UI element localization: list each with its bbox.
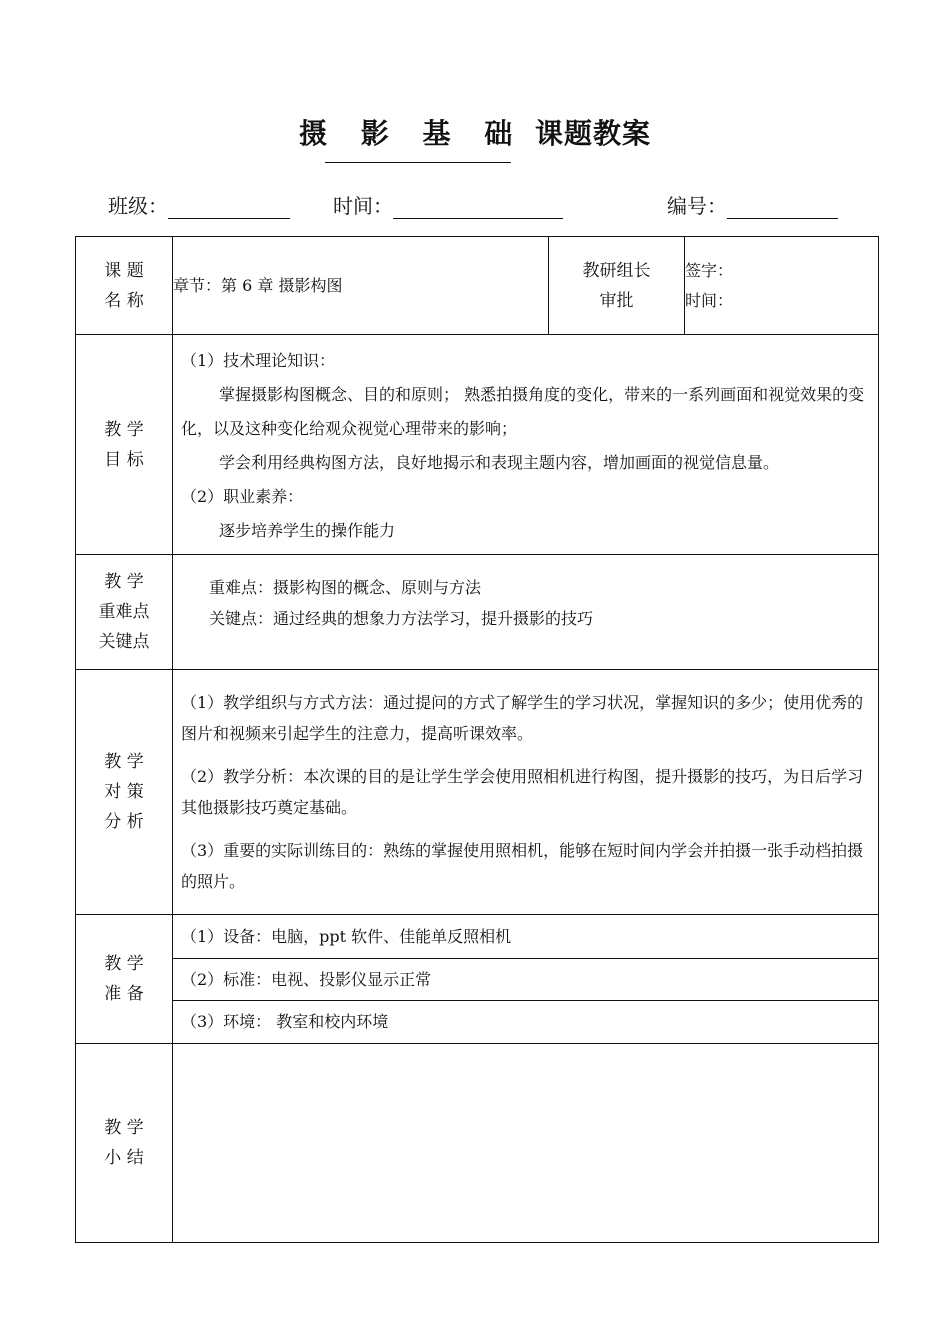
class-field[interactable] [108, 190, 290, 219]
preparation-environment [173, 1001, 879, 1044]
preparation-standard [173, 959, 879, 1001]
chapter-cell [173, 237, 549, 335]
topic-label [76, 237, 173, 335]
preparation-equipment-text: （1）设备：电脑，ppt 软件、佳能单反照相机 [181, 926, 512, 946]
summary-label-line2: 小 结 [104, 1148, 144, 1168]
summary-label [76, 1044, 173, 1243]
preparation-label-line2: 准 备 [104, 984, 144, 1004]
title-subject: 摄 影 基 础 [299, 117, 525, 150]
number-blank[interactable] [727, 194, 838, 219]
keypoints-row [76, 555, 879, 670]
lesson-plan-table [75, 236, 879, 1243]
strategy-paragraph1: （1）教学组织与方式方法：通过提问的方式了解学生的学习状况，掌握知识的多少；使用优秀的图片和视频来引起学生的注意力，提高听课效率。 [181, 693, 864, 743]
goals-row [76, 335, 879, 555]
approval-label [549, 237, 685, 335]
keypoints-key: 关键点：通过经典的想象力方法学习，提升摄影的技巧 [209, 609, 594, 628]
page-title [0, 112, 950, 152]
preparation-standard-text: （2）标准：电视、投影仪显示正常 [181, 969, 432, 989]
class-blank[interactable] [168, 194, 290, 219]
signature-cell[interactable] [685, 237, 879, 335]
time-field[interactable] [333, 190, 563, 219]
title-underline [325, 162, 511, 163]
time-blank[interactable] [393, 194, 563, 219]
summary-row [76, 1044, 879, 1243]
number-label: 编号： [667, 194, 727, 218]
strategy-row [76, 670, 879, 915]
preparation-equipment [173, 915, 879, 959]
strategy-paragraph2: （2）教学分析：本次课的目的是让学生学会使用照相机进行构图，提升摄影的技巧，为日后学习其他摄影技巧奠定基础。 [181, 767, 864, 817]
goals-item2-paragraph1: 逐步培养学生的操作能力 [219, 520, 396, 540]
goals-content [173, 335, 879, 555]
signature-time-label: 时间： [685, 290, 734, 310]
strategy-content [173, 670, 879, 915]
signature-label: 签字： [685, 260, 734, 280]
keypoints-label-line3: 关键点 [98, 632, 150, 652]
preparation-label [76, 915, 173, 1044]
goals-label-line1: 教 学 [104, 419, 144, 440]
goals-label-line2: 目 标 [104, 449, 144, 470]
keypoints-label [76, 555, 173, 670]
topic-label-line2: 名 称 [104, 290, 144, 311]
number-field[interactable] [667, 190, 838, 219]
summary-label-line1: 教 学 [104, 1118, 144, 1138]
preparation-row-1 [76, 915, 879, 959]
chapter-text: 章节：第 6 章 摄影构图 [173, 275, 343, 295]
preparation-label-line1: 教 学 [104, 954, 144, 974]
goals-item1-paragraph2: 学会利用经典构图方法，良好地揭示和表现主题内容，增加画面的视觉信息量。 [219, 452, 780, 472]
title-suffix: 课题教案 [524, 117, 651, 150]
class-label: 班级： [108, 194, 168, 218]
preparation-row-2 [76, 959, 879, 1001]
keypoints-label-line2: 重难点 [98, 602, 150, 622]
strategy-label-line1: 教 学 [104, 752, 144, 772]
approval-label-line2: 审批 [599, 290, 634, 311]
time-label: 时间： [333, 194, 393, 218]
strategy-label-line3: 分 析 [104, 812, 144, 832]
strategy-label [76, 670, 173, 915]
topic-label-line1: 课 题 [104, 260, 144, 281]
keypoints-difficult: 重难点：摄影构图的概念、原则与方法 [209, 578, 482, 597]
strategy-label-line2: 对 策 [104, 782, 144, 802]
keypoints-content [173, 555, 879, 670]
goals-label [76, 335, 173, 555]
preparation-row-3 [76, 1001, 879, 1044]
keypoints-label-line1: 教 学 [104, 572, 144, 592]
topic-row [76, 237, 879, 335]
goals-item1-title: （1）技术理论知识： [181, 350, 336, 370]
goals-item2-title: （2）职业素养： [181, 486, 304, 506]
strategy-paragraph3: （3）重要的实际训练目的：熟练的掌握使用照相机，能够在短时间内学会并拍摄一张手动档拍摄的照片。 [181, 841, 864, 891]
summary-content[interactable] [173, 1044, 879, 1243]
preparation-environment-text: （3）环境： 教室和校内环境 [181, 1012, 389, 1031]
approval-label-line1: 教研组长 [582, 260, 651, 281]
goals-item1-paragraph1: 掌握摄影构图概念、目的和原则； 熟悉拍摄角度的变化，带来的一系列画面和视觉效果的变化，以及这种变化给观众视觉心理带来的影响； [181, 384, 865, 438]
